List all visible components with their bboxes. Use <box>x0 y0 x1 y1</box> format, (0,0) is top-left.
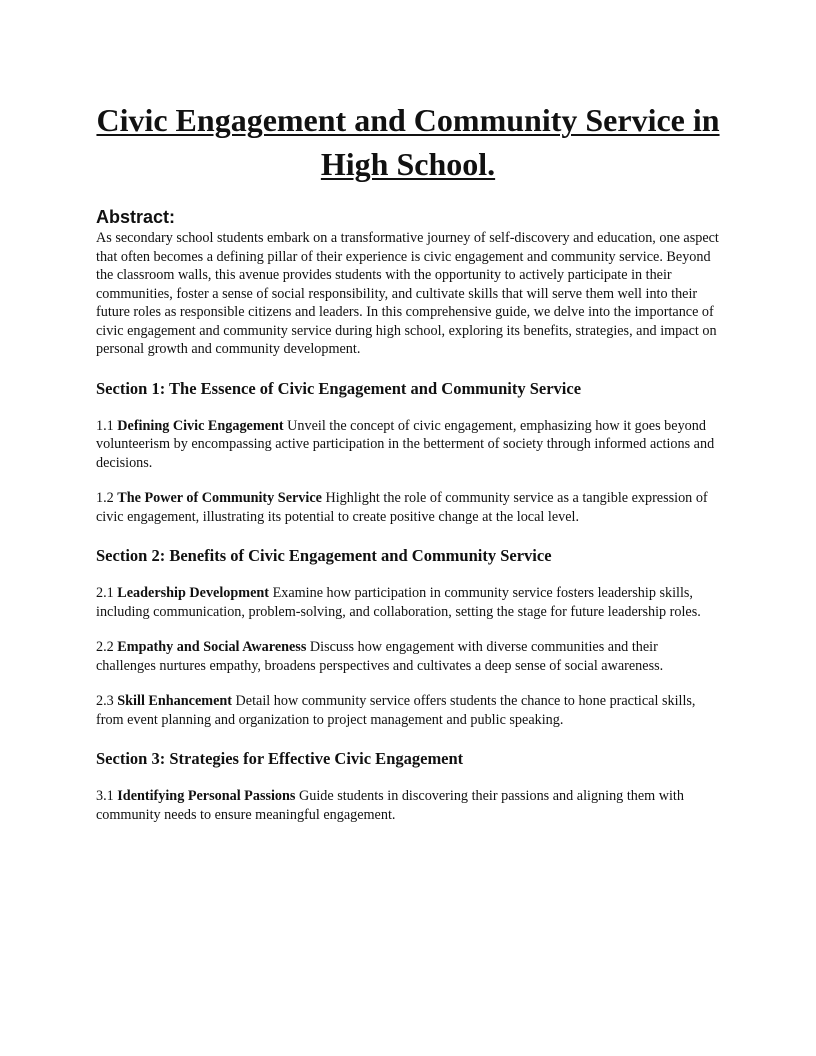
item-number: 2.1 <box>96 585 114 601</box>
item-number: 1.2 <box>96 490 114 506</box>
section-item-2-2 <box>96 638 720 675</box>
abstract-body: As secondary school students embark on a transformative journey of self-discovery and education, one aspect that often becomes a defining pillar of their experience is civic engagement and community service. Beyond the classroom walls, this avenue provides students with the opportunity to actively participate in their communities, foster a sense of social responsibility, and cultivate skills that will serve them well into their future roles as responsible citizens and leaders. In this comprehensive guide, we delve into the importance of civic engagement and community service during high school, exploring its benefits, strategies, and impact on personal growth and community development. <box>96 230 719 357</box>
section-item-1-2 <box>96 489 720 526</box>
section-item-2-1 <box>96 584 720 621</box>
item-text: Unveil the concept of civic engagement, emphasizing how it goes beyond volunteerism by encompassing active participation in the betterment of society through informed actions and decisions. <box>96 417 715 471</box>
item-term: Skill Enhancement <box>117 693 232 709</box>
item-number: 3.1 <box>96 788 114 804</box>
item-term: Defining Civic Engagement <box>117 417 284 434</box>
item-term: The Power of Community Service <box>117 490 322 506</box>
item-text: Highlight the role of community service as a tangible expression of civic engagement, illustrating its potential to create positive change at the local level. <box>96 490 708 525</box>
item-text: Detail how community service offers students the chance to hone practical skills, from event planning and organization to project management and public speaking. <box>96 693 696 728</box>
item-number: 2.3 <box>96 693 114 709</box>
item-term: Leadership Development <box>117 585 270 601</box>
section-1-heading: Section 1: The Essence of Civic Engagement and Community Service <box>96 378 582 398</box>
item-number: 2.2 <box>96 639 114 655</box>
item-text: Discuss how engagement with diverse communities and their challenges nurtures empathy, broadens perspectives and cultivates a deep sense of social awareness. <box>96 639 664 674</box>
section-item-2-3 <box>96 692 720 729</box>
item-number: 1.1 <box>96 417 114 434</box>
item-term: Empathy and Social Awareness <box>117 639 307 655</box>
item-text: Examine how participation in community service fosters leadership skills, including communication, problem-solving, and collaboration, setting the stage for future leadership roles. <box>96 585 701 620</box>
item-term: Identifying Personal Passions <box>117 788 296 804</box>
section-item-1-1 <box>96 417 720 473</box>
section-3-heading: Section 3: Strategies for Effective Civic Engagement <box>96 749 464 768</box>
section-item-3-1 <box>96 787 720 824</box>
document-title: Civic Engagement and Community Service in High School. <box>96 102 720 182</box>
section-2-heading: Section 2: Benefits of Civic Engagement and Community Service <box>96 546 552 565</box>
item-text: Guide students in discovering their passions and aligning them with community needs to ensure meaningful engagement. <box>96 788 684 823</box>
document-page <box>96 98 720 824</box>
abstract-heading: Abstract: <box>96 207 176 227</box>
